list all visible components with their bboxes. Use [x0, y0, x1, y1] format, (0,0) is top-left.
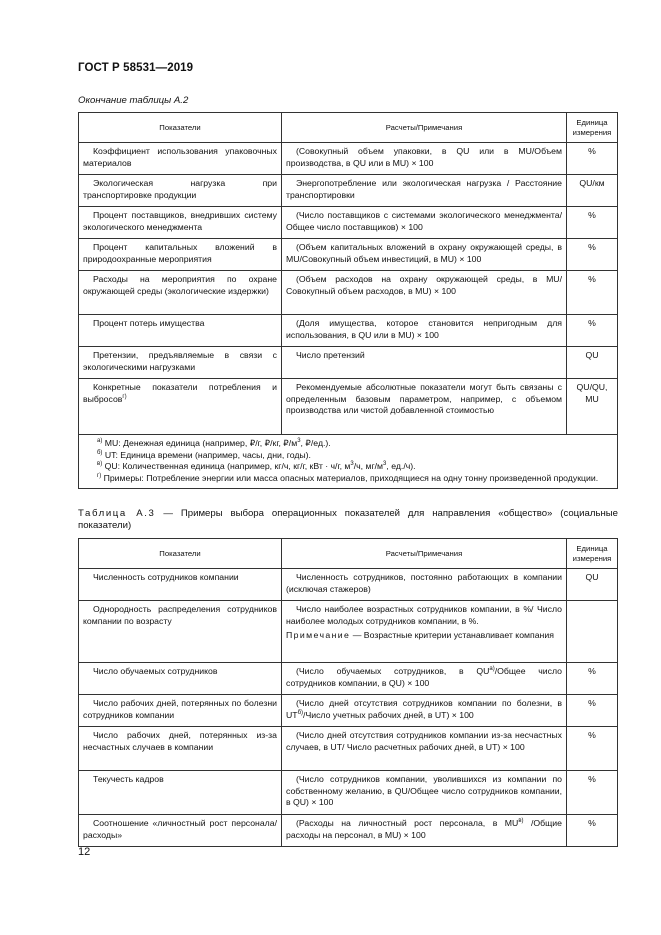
indicator-cell: Численность сотрудников компании: [79, 569, 282, 601]
table-a2-caption: Окончание таблицы А.2: [78, 95, 189, 106]
calc-cell: (Число поставщиков с системами экологического менеджмента/Общее число поставщиков) × 100: [282, 207, 567, 239]
calc-cell: Число претензий: [282, 347, 567, 379]
calc-text-tail: /Число учетных рабочих дней, в UT) × 100: [303, 709, 474, 720]
table-row: [79, 143, 618, 175]
calc-cell: Рекомендуемые абсолютные показатели могут быть связаны с определенным базовым параметром, например, с объемом производства или чистой добавленной стоимостью: [282, 379, 567, 435]
table-a3-caption: [78, 508, 618, 532]
column-header: Показатели: [79, 539, 282, 569]
footnotes-row: [79, 435, 618, 489]
note-text: — Возрастные критерии устанавливает компания: [350, 630, 554, 641]
footnote-mark: в): [97, 461, 103, 468]
footnote-ref: в): [518, 818, 524, 824]
column-header: Показатели: [79, 113, 282, 143]
column-header: Расчеты/Примечания: [282, 113, 567, 143]
calc-cell: (Совокупный объем упаковки, в QU или в MU/Объем производства, в QU или в MU) × 100: [282, 143, 567, 175]
unit-cell: %: [567, 663, 618, 695]
unit-cell: QU: [567, 347, 618, 379]
indicator-cell: Коэффициент использования упаковочных материалов: [79, 143, 282, 175]
column-header: Единица измерения: [567, 113, 618, 143]
indicator-cell: [79, 379, 282, 435]
footnotes-cell: [79, 435, 618, 489]
unit-cell: QU/км: [567, 175, 618, 207]
calc-text-tail: /Общее число сотрудников компании, в QU) × 100: [286, 666, 563, 688]
calc-note: [286, 630, 562, 642]
footnote-ref: б): [297, 709, 304, 716]
footnote-text-mid: /ч, мг/м: [353, 461, 384, 472]
footnote-mark: г): [97, 472, 102, 479]
footnote-ref: а): [489, 666, 495, 672]
indicator-text: Конкретные показатели потребления и выбросов: [83, 382, 277, 404]
indicator-cell: Текучесть кадров: [79, 771, 282, 815]
table-row: [79, 347, 618, 379]
superscript: 3: [350, 461, 354, 468]
indicator-cell: Число обучаемых сотрудников: [79, 663, 282, 695]
table-row: [79, 695, 618, 727]
unit-cell: %: [567, 695, 618, 727]
indicator-cell: Экологическая нагрузка при транспортировке продукции: [79, 175, 282, 207]
unit-cell: QU/QU, MU: [567, 379, 618, 435]
calc-cell: [282, 815, 567, 847]
footnote-text-tail: , ед./ч).: [386, 461, 416, 472]
calc-cell: (Число сотрудников компании, уволившихся из компании по собственному желанию, в QU/Общее число сотрудников компании, в QU) × 100: [282, 771, 567, 815]
indicator-cell: Число рабочих дней, потерянных из-за несчастных случаев в компании: [79, 727, 282, 771]
unit-cell: %: [567, 315, 618, 347]
calc-cell: [282, 663, 567, 695]
calc-cell: Энергопотребление или экологическая нагрузка / Расстояние транспортировки: [282, 175, 567, 207]
table-header-row: [79, 113, 618, 143]
calc-cell: Численность сотрудников, постоянно работающих в компании (исключая стажеров): [282, 569, 567, 601]
table-row: [79, 271, 618, 315]
note-label: Примечание: [286, 630, 351, 641]
superscript: 3: [383, 461, 387, 468]
unit-cell: %: [567, 143, 618, 175]
table-a2: [78, 112, 618, 489]
footnote: [83, 450, 613, 462]
table-row: [79, 379, 618, 435]
footnote-text: Примеры: Потребление энергии или масса опасных материалов, приходящиеся на одну тонну произведенной продукции.: [103, 472, 599, 483]
table-a3: [78, 538, 618, 847]
table-row: [79, 601, 618, 663]
table-row: [79, 175, 618, 207]
indicator-cell: Соотношение «личностный рост персонала/расходы»: [79, 815, 282, 847]
footnote-text: UT: Единица времени (например, часы, дни, годы).: [104, 449, 311, 460]
footnote-ref: г): [122, 393, 127, 400]
table-row: [79, 315, 618, 347]
footnote: [83, 461, 613, 473]
unit-cell: %: [567, 727, 618, 771]
indicator-cell: Претензии, предъявляемые в связи с экологическими нагрузками: [79, 347, 282, 379]
footnote-text: MU: Денежная единица (например, ₽/г, ₽/кг, ₽/м: [104, 438, 298, 448]
footnote-text-tail: , ₽/ед.).: [300, 438, 331, 448]
unit-cell: %: [567, 815, 618, 847]
calc-cell: (Доля имущества, которое становится непригодным для использования, в QU или в MU) × 100: [282, 315, 567, 347]
footnote: [83, 438, 613, 450]
indicator-cell: Процент потерь имущества: [79, 315, 282, 347]
indicator-cell: Расходы на мероприятия по охране окружающей среды (экологические издержки): [79, 271, 282, 315]
calc-text: (Расходы на личностный рост персонала, в MU: [296, 818, 519, 828]
unit-cell: %: [567, 271, 618, 315]
footnote: [83, 473, 613, 485]
calc-cell: [282, 695, 567, 727]
calc-cell: (Объем капитальных вложений в охрану окружающей среды, в MU/Совокупный объем инвестиций, в MU) × 100: [282, 239, 567, 271]
calc-text: Число наиболее возрастных сотрудников компании, в %/ Число наиболее молодых сотрудников компании, в %.: [286, 604, 562, 626]
footnote-mark: а): [97, 438, 103, 444]
calc-cell: (Число дней отсутствия сотрудников компании из-за несчастных случаев, в UT/ Число расчетных рабочих дней, в UT) × 100: [282, 727, 567, 771]
calc-text: (Число обучаемых сотрудников, в QU: [296, 666, 490, 676]
table-row: [79, 239, 618, 271]
calc-text: (Число дней отсутствия сотрудников компании по болезни, в UT: [286, 698, 562, 720]
table-row: [79, 569, 618, 601]
indicator-cell: Однородность распределения сотрудников компании по возрасту: [79, 601, 282, 663]
calc-cell: [282, 601, 567, 663]
unit-cell: %: [567, 207, 618, 239]
unit-cell: QU: [567, 569, 618, 601]
table-a3-caption-text: — Примеры выбора операционных показателей для направления «общество» (социальные показатели): [78, 508, 618, 531]
unit-cell: [567, 601, 618, 663]
table-row: [79, 771, 618, 815]
page-number: 12: [78, 846, 91, 858]
unit-cell: %: [567, 239, 618, 271]
unit-cell: %: [567, 771, 618, 815]
superscript: 3: [297, 438, 301, 444]
calc-text-tail: /Общие расходы на персонал, в MU) × 100: [286, 818, 562, 840]
document-header: ГОСТ Р 58531—2019: [78, 62, 194, 74]
table-row: [79, 207, 618, 239]
table-row: [79, 663, 618, 695]
column-header: Расчеты/Примечания: [282, 539, 567, 569]
table-row: [79, 815, 618, 847]
table-header-row: [79, 539, 618, 569]
table-a3-caption-label: Таблица А.3: [78, 508, 156, 519]
footnote-mark: б): [97, 449, 103, 456]
footnote-text: QU: Количественная единица (например, кг/ч, кг/г, кВт · ч/г, м: [104, 461, 351, 472]
indicator-cell: Процент капитальных вложений в природоохранные мероприятия: [79, 239, 282, 271]
indicator-cell: Число рабочих дней, потерянных по болезни сотрудников компании: [79, 695, 282, 727]
indicator-cell: Процент поставщиков, внедривших систему экологического менеджмента: [79, 207, 282, 239]
table-row: [79, 727, 618, 771]
column-header: Единица измерения: [567, 539, 618, 569]
calc-cell: (Объем расходов на охрану окружающей среды, в MU/ Совокупный объем расходов, в MU) × 100: [282, 271, 567, 315]
